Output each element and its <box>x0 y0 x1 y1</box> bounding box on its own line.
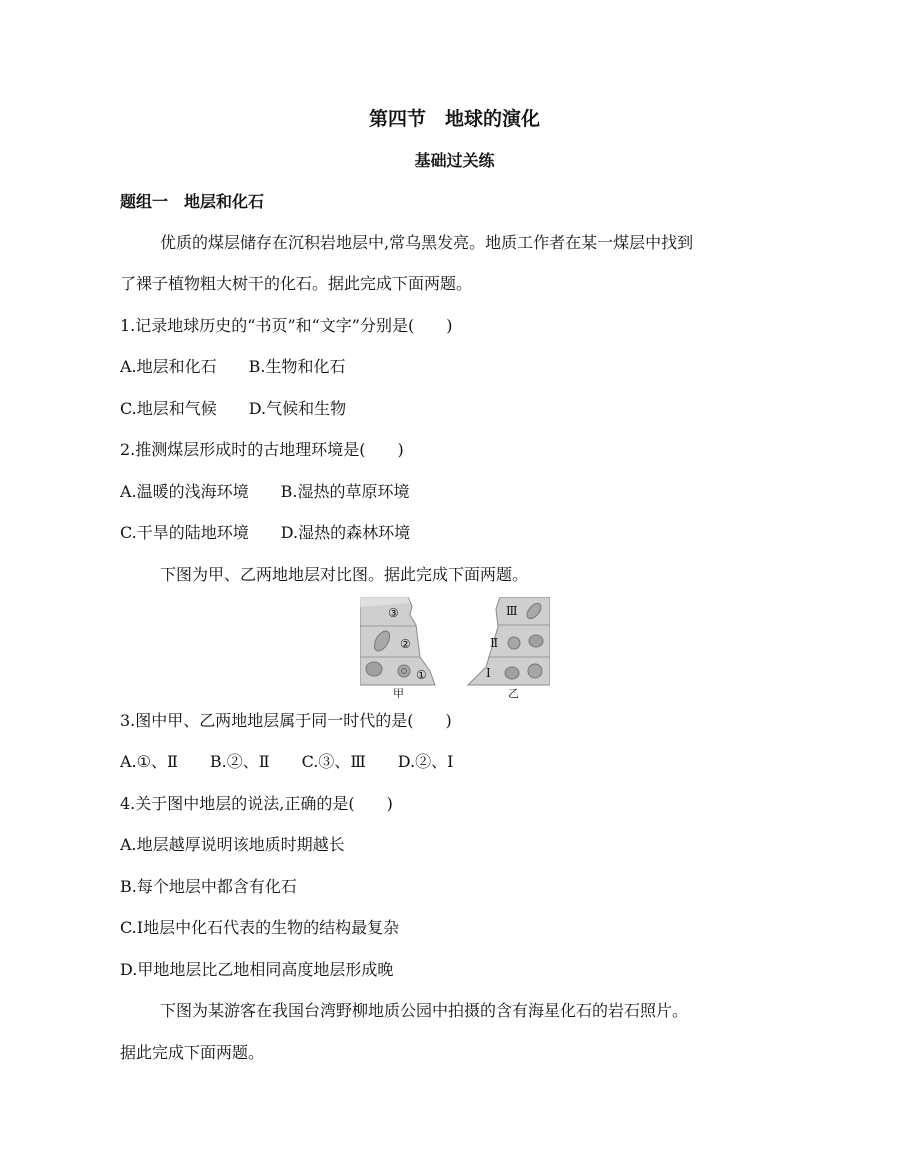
question-4-stem: 4.关于图中地层的说法,正确的是( ) <box>120 794 393 813</box>
strata-label-2: ② <box>400 637 411 651</box>
shell-fossil-icon <box>366 662 382 676</box>
intro-paragraph-line: 据此完成下面两题。 <box>120 1043 265 1062</box>
strata-label-ii: Ⅱ <box>490 636 499 650</box>
strata-column-jia <box>360 597 435 699</box>
question-4-option: A.地层越厚说明该地质时期越长 <box>120 835 345 854</box>
group-heading: 题组一 地层和化石 <box>120 192 265 211</box>
section-subtitle: 基础过关练 <box>414 151 495 170</box>
strata-label-i: Ⅰ <box>486 666 491 680</box>
question-3-options: A.①、Ⅱ B.②、Ⅱ C.③、Ⅲ D.②、Ⅰ <box>120 752 454 771</box>
intro-paragraph-line: 下图为甲、乙两地地层对比图。据此完成下面两题。 <box>160 565 529 584</box>
shell-fossil-icon <box>529 635 543 647</box>
question-1-options: C.地层和气候 D.气候和生物 <box>120 399 347 418</box>
ammonite-fossil-icon <box>398 665 410 677</box>
intro-paragraph-line: 了裸子植物粗大树干的化石。据此完成下面两题。 <box>120 274 473 293</box>
shell-fossil-icon <box>505 667 519 679</box>
intro-paragraph-line: 下图为某游客在我国台湾野柳地质公园中拍摄的含有海星化石的岩石照片。 <box>160 1001 689 1020</box>
page-title: 第四节 地球的演化 <box>368 108 540 130</box>
question-1-options: A.地层和化石 B.生物和化石 <box>120 357 346 376</box>
question-2-options: A.温暖的浅海环境 B.湿热的草原环境 <box>120 482 410 501</box>
question-3-stem: 3.图中甲、乙两地地层属于同一时代的是( ) <box>120 711 452 730</box>
strata-caption-yi: 乙 <box>508 687 519 699</box>
ammonite-fossil-icon <box>508 637 520 649</box>
strata-label-1: ① <box>416 668 427 682</box>
question-4-option: D.甲地地层比乙地相同高度地层形成晚 <box>120 960 394 979</box>
strata-label-iii: Ⅲ <box>506 604 518 618</box>
question-4-option: C.Ⅰ地层中化石代表的生物的结构最复杂 <box>120 918 400 937</box>
strata-column-yi <box>468 597 550 699</box>
question-2-stem: 2.推测煤层形成时的古地理环境是( ) <box>120 440 404 459</box>
strata-caption-jia: 甲 <box>393 687 404 699</box>
question-2-options: C.干旱的陆地环境 D.湿热的森林环境 <box>120 523 411 542</box>
strata-comparison-figure <box>360 597 550 703</box>
question-4-option: B.每个地层中都含有化石 <box>120 877 297 896</box>
question-1-stem: 1.记录地球历史的“书页”和“文字”分别是( ) <box>120 316 453 335</box>
intro-paragraph-line: 优质的煤层储存在沉积岩地层中,常乌黑发亮。地质工作者在某一煤层中找到 <box>160 233 694 252</box>
shell-fossil-icon <box>528 664 542 678</box>
strata-label-3: ③ <box>388 606 399 620</box>
